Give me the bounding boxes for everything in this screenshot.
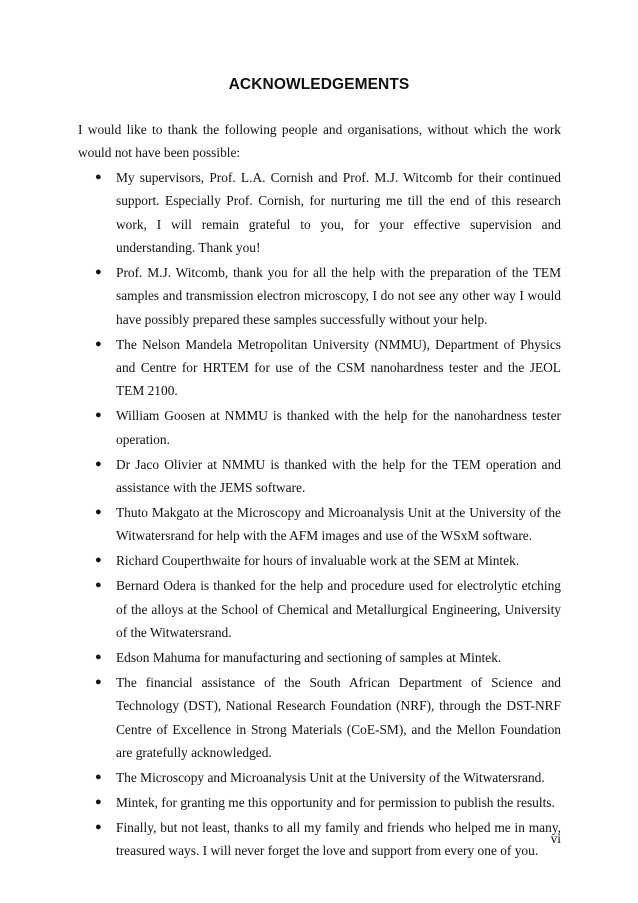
page-number: vi [550,831,561,846]
bullet-icon: ● [95,675,102,688]
bullet-icon: ● [95,409,102,422]
bullet-icon: ● [95,337,102,350]
bullet-icon: ● [95,770,102,783]
list-item-text: The financial assistance of the South African Department of Science and Technology (DST), National Research Foundation (NRF), through the DST-NRF Centre of Excellence in Strong Materials (CoE-SM), and the Mellon Foundation are gratefully acknowledged. [116,674,561,761]
acknowledgements-list [78,166,561,863]
list-item [78,404,561,451]
bullet-icon: ● [95,579,102,592]
page-title: ACKNOWLEDGEMENTS [228,76,410,93]
bullet-icon: ● [95,795,102,808]
list-item-text: Mintek, for granting me this opportunity and for permission to publish the results. [116,794,555,810]
list-item-text: My supervisors, Prof. L.A. Cornish and Prof. M.J. Witcomb for their continued support. Especially Prof. Cornish, for nurturing me till the end of this research work, I will remain grateful to you, for your effective supervision and understanding. Thank you! [116,169,561,256]
list-item-text: Dr Jaco Olivier at NMMU is thanked with the help for the TEM operation and assistance with the JEMS software. [116,456,561,496]
bullet-icon: ● [95,265,102,278]
list-item-text: Prof. M.J. Witcomb, thank you for all the help with the preparation of the TEM samples and transmission electron microscopy, I do not see any other way I would have possibly prepared these samples successfully without your help. [116,264,561,327]
list-item-text: Bernard Odera is thanked for the help and procedure used for electrolytic etching of the alloys at the School of Chemical and Metallurgical Engineering, University of the Witwatersrand. [116,578,561,641]
list-item [78,791,561,814]
list-item [78,766,561,789]
list-item-text: Richard Couperthwaite for hours of invaluable work at the SEM at Mintek. [116,553,520,569]
list-item [78,501,561,548]
bullet-icon: ● [95,170,102,183]
list-item-text: The Microscopy and Microanalysis Unit at the University of the Witwatersrand. [116,769,545,785]
bullet-icon: ● [95,820,102,833]
list-item [78,453,561,500]
bullet-icon: ● [95,554,102,567]
list-item [78,816,561,863]
bullet-icon: ● [95,457,102,470]
list-item-text: William Goosen at NMMU is thanked with the help for the nanohardness tester operation. [116,408,561,447]
intro-paragraph: I would like to thank the following people and organisations, without which the work would not have been possible: [78,122,561,161]
list-item-text: Thuto Makgato at the Microscopy and Microanalysis Unit at the University of the Witwatersrand for help with the AFM images and use of the WSxM software. [116,505,561,544]
list-item [78,671,561,765]
list-item-text: The Nelson Mandela Metropolitan University (NMMU), Department of Physics and Centre for HRTEM for use of the CSM nanohardness tester and the JEOL TEM 2100. [116,336,561,399]
bullet-icon: ● [95,650,102,663]
list-item-text: Finally, but not least, thanks to all my family and friends who helped me in many, treasured ways. I will never forget the love and support from every one of you. [116,819,561,859]
body-text [78,118,561,864]
list-item [78,261,561,331]
list-item-text: Edson Mahuma for manufacturing and sectioning of samples at Mintek. [116,649,502,665]
list-item [78,646,561,669]
bullet-icon: ● [95,506,102,518]
list-item [78,333,561,403]
list-item [78,574,561,644]
list-item [78,549,561,572]
list-item [78,166,561,260]
